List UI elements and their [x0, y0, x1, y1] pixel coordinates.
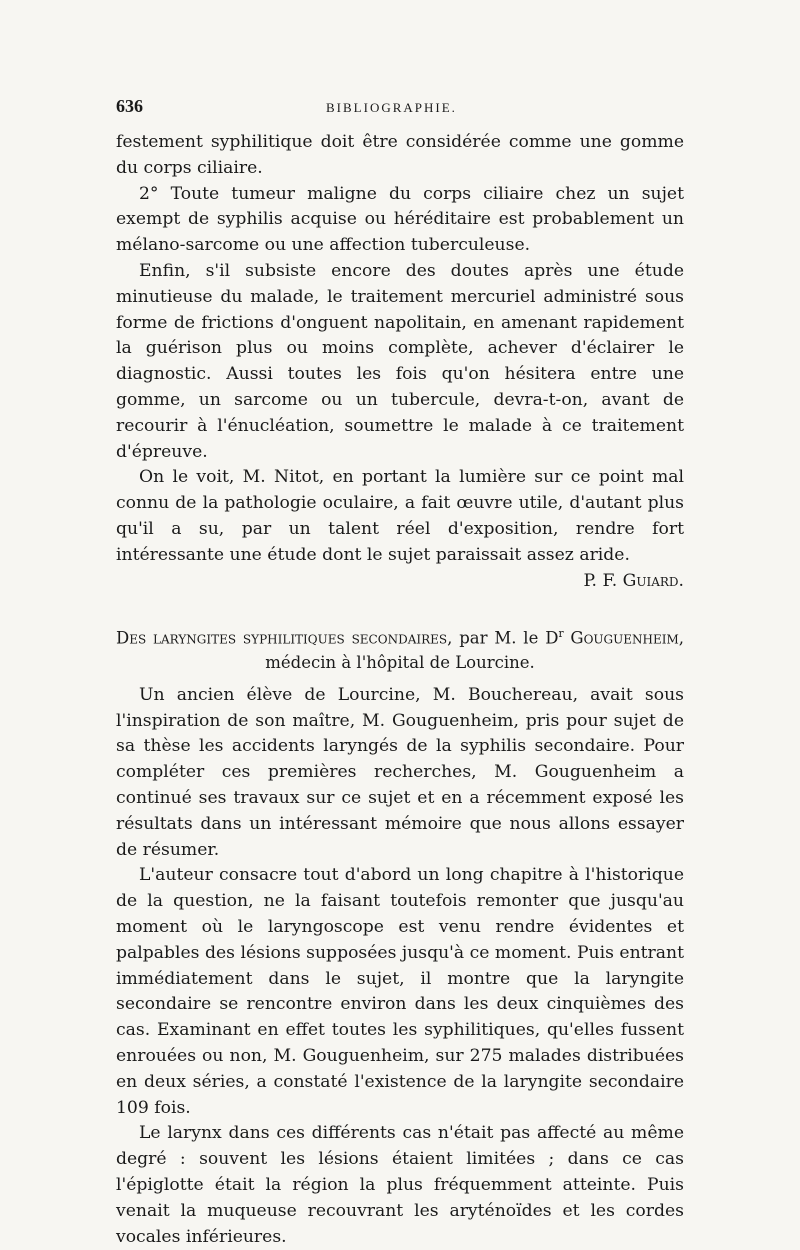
paragraph-conclusion-2: 2° Toute tumeur maligne du corps ciliaire chez un sujet exempt de syphilis acquise ou héréditaire est probablement un mélano-sarcome ou une affection tuberculeuse. [116, 183, 684, 256]
section-title-line-1 [116, 622, 684, 651]
section-title [116, 622, 684, 675]
paragraph-section-3: Le larynx dans ces différents cas n'était pas affecté au même degré : souvent les lésions étaient limitées ; dans ce cas l'épiglotte était la région la plus fréquemment atteinte. Puis venait la muqueuse recouvrant les aryténoïdes et les cordes vocales inférieures. [116, 1123, 684, 1247]
reviewer-signature: P. F. Guiard. [583, 570, 684, 591]
section-title-by: par M. le D [459, 628, 559, 648]
paragraph-continuation: festement syphilitique doit être considérée comme une gomme du corps ciliaire. [116, 132, 684, 178]
section-title-sup: r [558, 627, 564, 641]
section-title-line-2: médecin à l'hôpital de Lourcine. [265, 652, 535, 672]
page-body [116, 130, 684, 1250]
section-title-main: Des laryngites syphilitiques secondaires, [116, 628, 453, 648]
paragraph-treatment: Enfin, s'il subsiste encore des doutes après une étude minutieuse du malade, le traitement mercuriel administré sous forme de frictions d'onguent napolitain, en amenant rapidement la guérison plus ou moins complète, achever d'éclairer le diagnostic. Aussi toutes les fois qu'on hésitera entre une gomme, un sarcome ou un tubercule, devra-t-on, avant de recourir à l'énucléation, soumettre le malade à ce traitement d'épreuve. [116, 260, 684, 462]
paragraph-section-2: L'auteur consacre tout d'abord un long chapitre à l'historique de la question, ne la faisant toutefois remonter que jusqu'au moment où le laryngoscope est venu rendre évidentes et palpables des lésions supposées jusqu'à ce moment. Puis entrant immédiatement dans le sujet, il montre que la laryngite secondaire se rencontre environ dans les deux cinquièmes des cas. Examinant en effet toutes les syphilitiques, qu'elles fussent enrouées ou non, M. Gouguenheim, sur 275 malades distribuées en deux séries, a constaté l'existence de la laryngite secondaire 109 fois. [116, 865, 684, 1118]
paragraph-section-1: Un ancien élève de Lourcine, M. Bouchereau, avait sous l'inspiration de son maître, M. Gouguenheim, pris pour sujet de sa thèse les accidents laryngés de la syphilis secondaire. Pour compléter ces premières recherches, M. Gouguenheim a continué ses travaux sur ce sujet et en a récemment exposé les résultats dans un intéressant mémoire que nous allons essayer de résumer. [116, 684, 684, 860]
paragraph-review-close [116, 465, 684, 594]
section-title-author: Gouguenheim, [570, 628, 684, 648]
page-number: 636 [116, 96, 143, 116]
running-head: BIBLIOGRAPHIE. [326, 100, 457, 115]
paragraph-review-close-text: On le voit, M. Nitot, en portant la lumière sur ce point mal connu de la pathologie oculaire, a fait œuvre utile, d'autant plus qu'il a su, par un talent réel d'exposition, rendre fort intéressante une étude dont le sujet paraissait assez aride. [116, 467, 684, 565]
page-header [116, 96, 686, 122]
